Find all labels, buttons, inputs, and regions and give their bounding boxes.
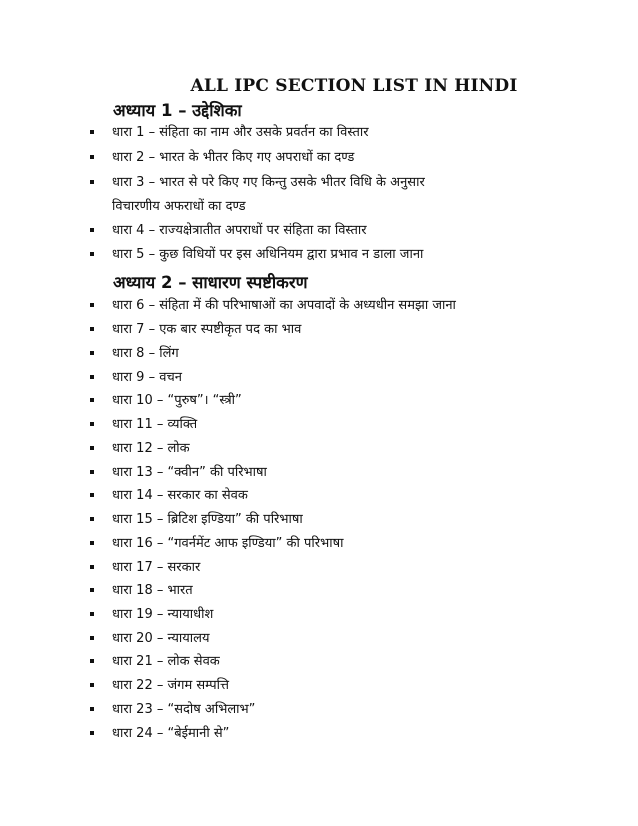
bullet-marker bbox=[90, 541, 94, 545]
chapter-1-heading: अध्याय 1 – उद्देशिका bbox=[113, 101, 242, 120]
bullet-marker bbox=[90, 493, 94, 497]
bullet-marker bbox=[90, 180, 94, 184]
section-text: धारा 18 – भारत bbox=[112, 583, 193, 598]
bullet-marker bbox=[90, 446, 94, 450]
section-text: धारा 13 – “क्वीन” की परिभाषा bbox=[112, 465, 267, 480]
bullet-marker bbox=[90, 707, 94, 711]
section-text: धारा 14 – सरकार का सेवक bbox=[112, 488, 248, 503]
section-text: धारा 22 – जंगम सम्पत्ति bbox=[112, 678, 230, 693]
bullet-marker bbox=[90, 517, 94, 521]
section-text: धारा 24 – “बेईमानी से” bbox=[112, 726, 230, 741]
section-text: धारा 15 – ब्रिटिश इण्डिया” की परिभाषा bbox=[112, 512, 303, 527]
bullet-marker bbox=[90, 588, 94, 592]
bullet-marker bbox=[90, 130, 94, 134]
bullet-marker bbox=[90, 470, 94, 474]
section-text: धारा 17 – सरकार bbox=[112, 560, 201, 575]
section-text: धारा 7 – एक बार स्पष्टीकृत पद का भाव bbox=[112, 322, 302, 337]
section-text: धारा 2 – भारत के भीतर किए गए अपराधों का दण्ड bbox=[112, 150, 355, 165]
section-text: धारा 8 – लिंग bbox=[112, 346, 179, 361]
bullet-marker bbox=[90, 683, 94, 687]
bullet-marker bbox=[90, 422, 94, 426]
section-text: धारा 11 – व्यक्ति bbox=[112, 417, 198, 432]
document-title: ALL IPC SECTION LIST IN HINDI bbox=[190, 76, 518, 96]
section-text: धारा 23 – “सदोष अभिलाभ” bbox=[112, 702, 256, 717]
bullet-marker bbox=[90, 731, 94, 735]
section-text-continuation: विचारणीय अफराधों का दण्ड bbox=[112, 199, 246, 214]
bullet-marker bbox=[90, 327, 94, 331]
bullet-marker bbox=[90, 612, 94, 616]
bullet-marker bbox=[90, 375, 94, 379]
section-text: धारा 6 – संहिता में की परिभाषाओं का अपवादों के अध्यधीन समझा जाना bbox=[112, 298, 456, 313]
bullet-marker bbox=[90, 659, 94, 663]
bullet-marker bbox=[90, 636, 94, 640]
section-text: धारा 20 – न्यायालय bbox=[112, 631, 210, 646]
section-text: धारा 5 – कुछ विधियों पर इस अधिनियम द्वारा प्रभाव न डाला जाना bbox=[112, 247, 424, 262]
bullet-marker bbox=[90, 398, 94, 402]
section-text: धारा 1 – संहिता का नाम और उसके प्रवर्तन का विस्तार bbox=[112, 125, 369, 140]
section-text: धारा 16 – “गवर्नमेंट आफ इण्डिया” की परिभाषा bbox=[112, 536, 344, 551]
section-text: धारा 9 – वचन bbox=[112, 370, 182, 385]
bullet-marker bbox=[90, 351, 94, 355]
chapter-2-heading: अध्याय 2 – साधारण स्पष्टीकरण bbox=[113, 273, 308, 292]
bullet-marker bbox=[90, 155, 94, 159]
section-text: धारा 4 – राज्यक्षेत्रातीत अपराधों पर संहिता का विस्तार bbox=[112, 223, 367, 238]
section-text: धारा 21 – लोक सेवक bbox=[112, 654, 220, 669]
bullet-marker bbox=[90, 228, 94, 232]
bullet-marker bbox=[90, 252, 94, 256]
bullet-marker bbox=[90, 303, 94, 307]
section-text: धारा 3 – भारत से परे किए गए किन्तु उसके भीतर विधि के अनुसार bbox=[112, 175, 425, 190]
section-text: धारा 19 – न्यायाधीश bbox=[112, 607, 214, 622]
section-text: धारा 12 – लोक bbox=[112, 441, 190, 456]
section-text: धारा 10 – “पुरुष”। “स्त्री” bbox=[112, 393, 242, 408]
bullet-marker bbox=[90, 565, 94, 569]
